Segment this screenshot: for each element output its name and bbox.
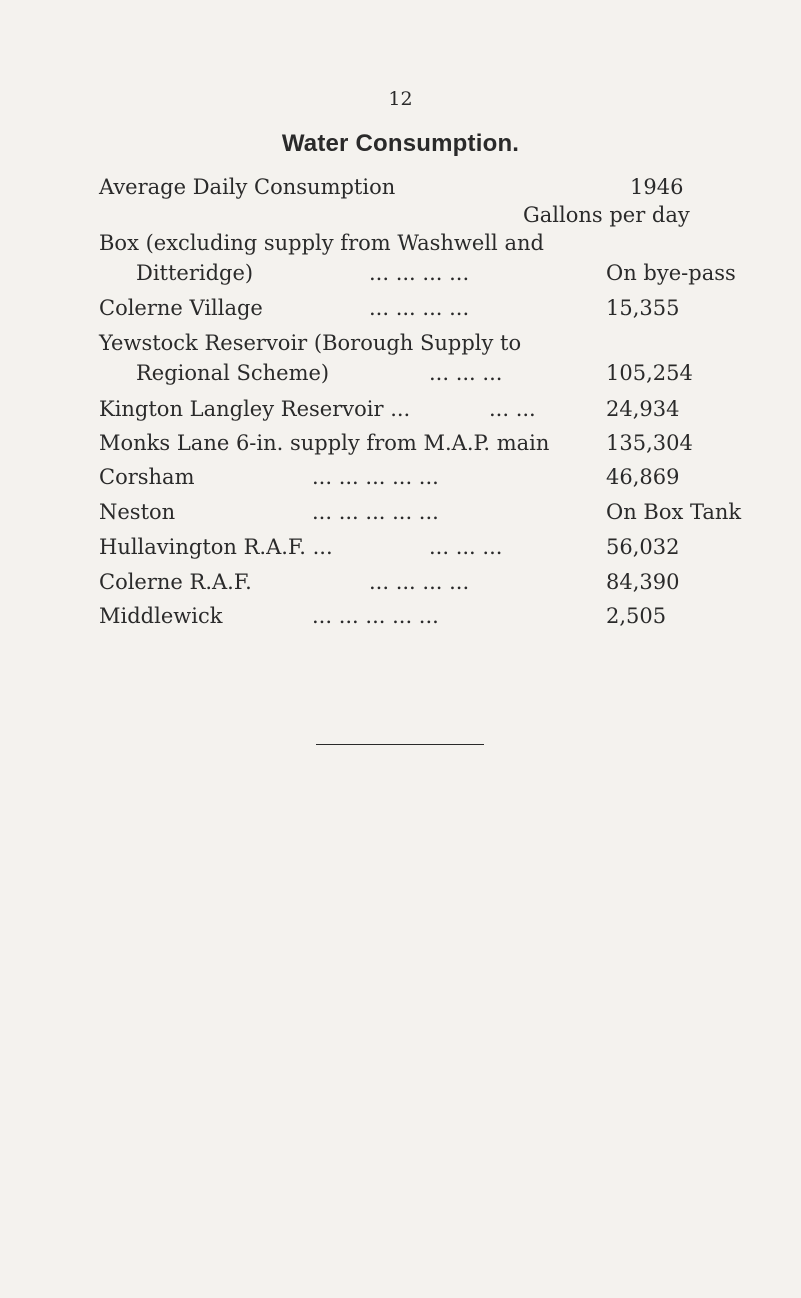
row-label: Ditteridge) [136,261,254,285]
row-label: Monks Lane 6-in. supply from M.A.P. main [99,431,550,455]
row-label: Middlewick [99,604,223,628]
leader-dots: ... ... [489,397,536,421]
row-label-line1: Yewstock Reservoir (Borough Supply to [99,331,522,355]
leader-dots: ... ... ... ... [369,570,470,594]
row-label: Neston [99,500,176,524]
leader-dots: ... ... ... [429,361,503,385]
row-value: On Box Tank [606,500,742,524]
leader-dots: ... ... ... ... [369,261,470,285]
leader-dots: ... ... ... ... [369,296,470,320]
row-value: 84,390 [606,570,680,594]
leader-dots: ... ... ... ... ... [312,604,439,628]
row-value: 56,032 [606,535,680,559]
row-label: Regional Scheme) [136,361,330,385]
page-title: Water Consumption. [281,130,520,157]
header-units: Gallons per day [523,203,690,227]
row-label: Colerne Village [99,296,263,320]
leader-dots: ... ... ... ... ... [312,465,439,489]
header-year: 1946 [630,175,684,199]
row-value: 2,505 [606,604,667,628]
row-value: 135,304 [606,431,693,455]
row-value: 46,869 [606,465,680,489]
header-label: Average Daily Consumption [99,175,396,199]
row-label: Kington Langley Reservoir ... [99,397,411,421]
row-label: Corsham [99,465,195,489]
row-label-line1: Box (excluding supply from Washwell and [99,231,544,255]
row-value: On bye-pass [606,261,736,285]
leader-dots: ... ... ... [429,535,503,559]
row-label: Colerne R.A.F. [99,570,252,594]
row-value: 15,355 [606,296,680,320]
leader-dots: ... ... ... ... ... [312,500,439,524]
row-value: 105,254 [606,361,693,385]
section-divider [316,744,484,745]
page-number: 12 [388,88,413,110]
row-label: Hullavington R.A.F. ... [99,535,333,559]
row-value: 24,934 [606,397,680,421]
